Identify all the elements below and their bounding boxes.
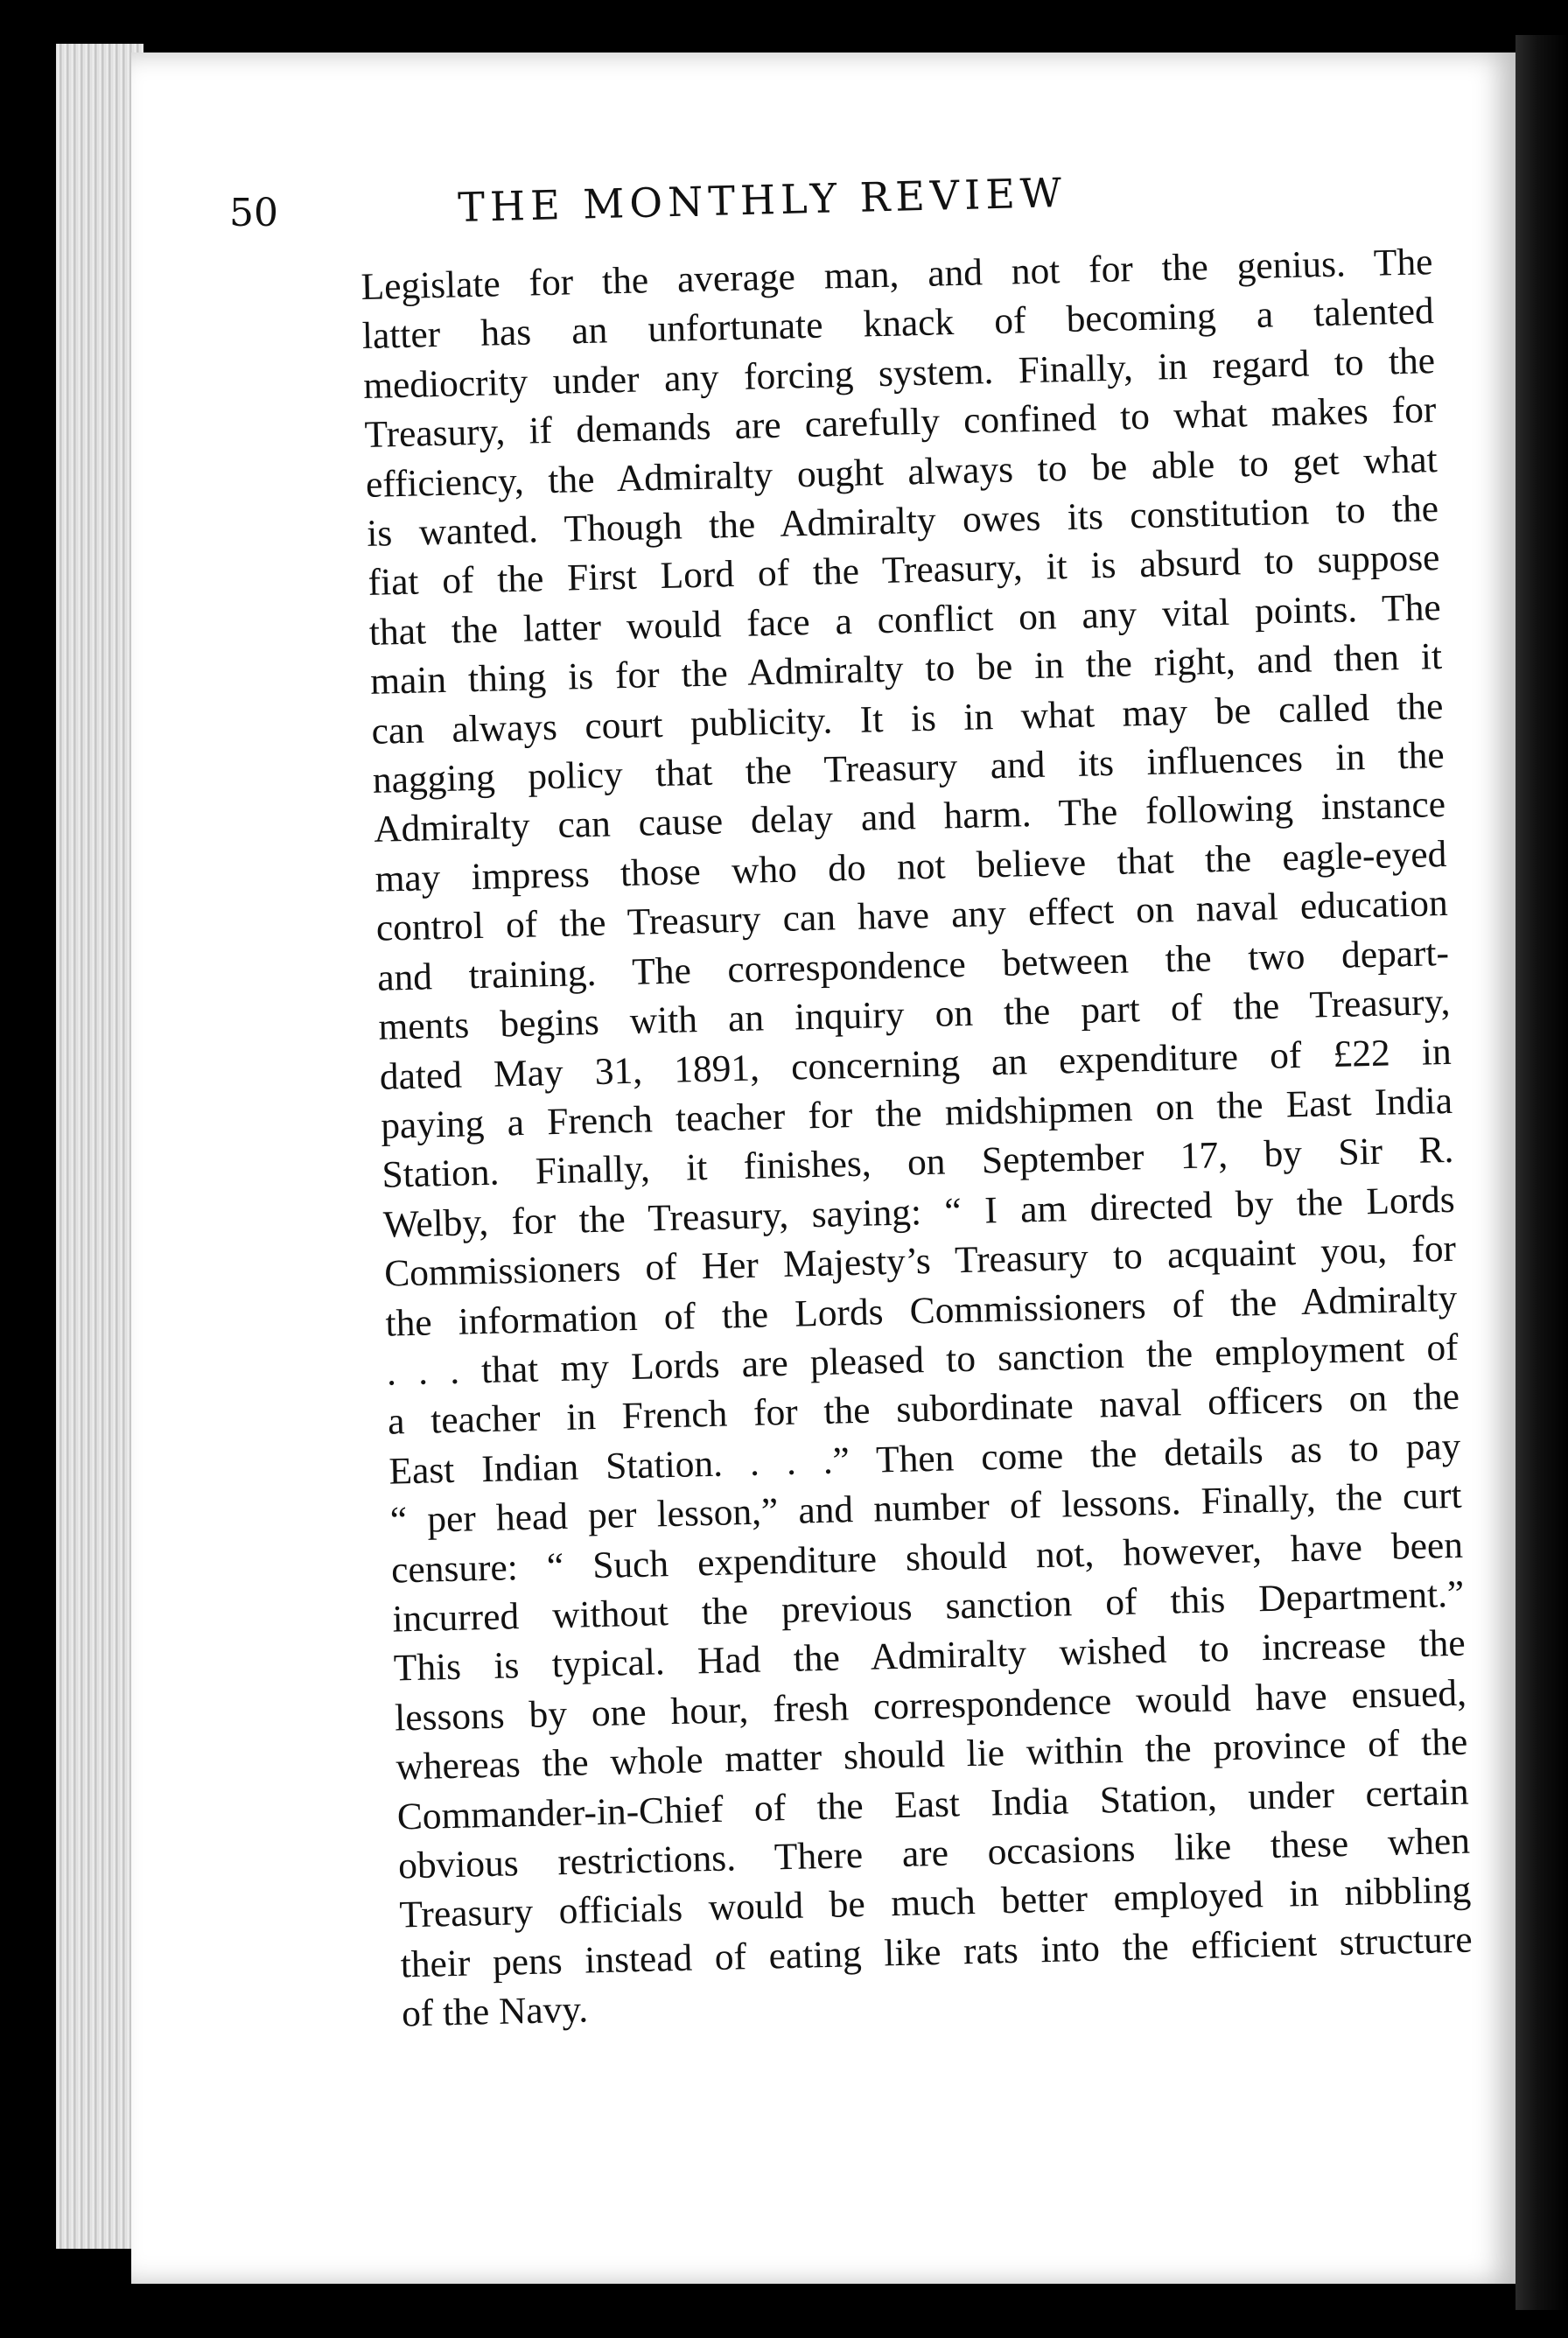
text-line: obvious restrictions. There are occasions like these when — [397, 1819, 1471, 1887]
text-line: the information of the Lords Commissioners of the Admiralty — [385, 1277, 1458, 1345]
text-line: “ per head per lesson,” and number of lessons. Finally, the curt — [389, 1474, 1463, 1542]
text-line: lessons by one hour, fresh correspondence would have ensued, — [394, 1671, 1467, 1740]
text-line: East Indian Station. . . .” Then come the details as to pay — [388, 1424, 1461, 1493]
text-line: that the latter would face a conflict on any vital points. The — [368, 585, 1442, 654]
text-line: Commissioners of Her Majesty’s Treasury to acquaint you, for — [383, 1227, 1457, 1295]
text-line: whereas the whole matter should lie within the province of the — [395, 1720, 1468, 1788]
page-edges — [56, 44, 144, 2249]
text-line: censure: “ Such expenditure should not, however, have been — [390, 1523, 1464, 1592]
text-line: ments begins with an inquiry on the part of the Treasury, — [378, 980, 1451, 1048]
running-title: THE MONTHLY REVIEW — [457, 169, 1068, 231]
text-line: mediocrity under any forcing system. Finally, in regard to the — [362, 339, 1436, 407]
text-line: latter has an unfortunate knack of becoming a talented — [361, 290, 1435, 358]
text-line: Treasury officials would be much better employed in nibbling — [398, 1869, 1472, 1936]
text-line: Commander-in-Chief of the East India Station, under certain — [396, 1770, 1470, 1838]
text-line: Station. Finally, it finishes, on September 17, by Sir R. — [382, 1129, 1454, 1197]
text-line: a teacher in French for the subordinate naval officers on the — [387, 1376, 1460, 1443]
text-line: Admiralty can cause delay and harm. The following instance — [373, 783, 1446, 851]
text-line: . . . that my Lords are pleased to sanction the employment of — [386, 1326, 1460, 1394]
text-line: Welby, for the Treasury, saying: “ I am directed by the Lords — [382, 1178, 1456, 1246]
body-paragraph — [360, 237, 1474, 2039]
page-number: 50 — [229, 191, 278, 235]
text-line: can always court publicity. It is in what may be called the — [371, 684, 1444, 752]
text-line: main thing is for the Admiralty to be in the right, and then it — [369, 635, 1443, 704]
text-line: Treasury, if demands are carefully confined to what makes for — [364, 388, 1437, 457]
text-line: efficiency, the Admiralty ought always to be able to get what — [365, 438, 1438, 506]
text-line: their pens instead of eating like rats into the efficient structure — [400, 1918, 1474, 1986]
text-line: nagging policy that the Treasury and its influences in the — [372, 734, 1446, 802]
text-line: Legislate for the average man, and not for the genius. The — [360, 241, 1433, 308]
text-line: and training. The correspondence between the two depart- — [376, 931, 1450, 999]
text-line-last: of the Navy. — [401, 1988, 589, 2035]
text-line: dated May 31, 1891, concerning an expenditure of £22 in — [379, 1030, 1452, 1098]
book-gutter-shadow — [1516, 35, 1568, 2310]
text-line: incurred without the previous sanction of this Department.” — [391, 1572, 1465, 1641]
text-line: control of the Treasury can have any effect on naval education — [375, 882, 1449, 950]
page-header — [229, 149, 1192, 254]
text-line: This is typical. Had the Admiralty wished to increase the — [393, 1622, 1466, 1690]
text-line: fiat of the First Lord of the Treasury, it is absurd to suppose — [368, 536, 1440, 605]
text-line: may impress those who do not believe that the eagle-eyed — [374, 832, 1447, 900]
text-line: is wanted. Though the Admiralty owes its constitution to the — [366, 487, 1439, 555]
text-line: paying a French teacher for the midshipmen on the East India — [380, 1079, 1453, 1147]
